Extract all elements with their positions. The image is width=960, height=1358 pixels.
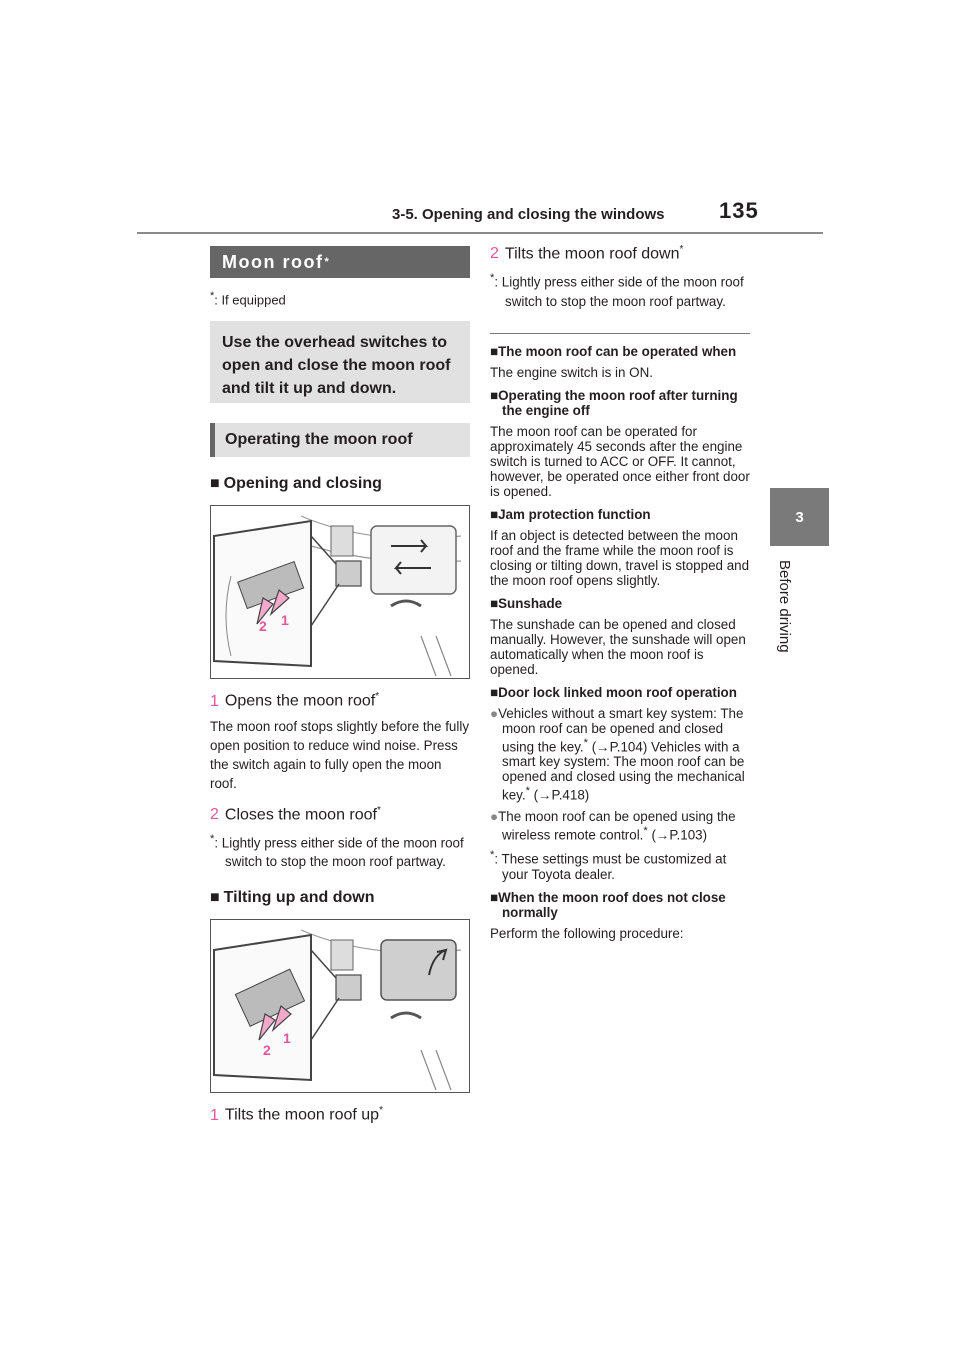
right-column — [490, 244, 750, 941]
bullet-asterisk: * — [583, 736, 588, 749]
bullet-dot-icon: ● — [490, 705, 499, 721]
page-ref-link[interactable]: P.418 — [551, 787, 585, 803]
header-rule — [137, 232, 823, 234]
step-tilt-up — [210, 1105, 470, 1124]
step-tilt-down — [490, 244, 750, 263]
step-number: 1 — [210, 1106, 219, 1124]
door-lock-bullet-1: ●Vehicles without a smart key system: The moon roof can be opened and closed using the key.* (→P.104) Vehicles with a smart key system: The moon roof can be opened and closed using the mechanical key.* (→P.418) — [490, 705, 745, 803]
step-opens — [210, 691, 470, 710]
last-heading: ■When the moon roof does not close normally — [490, 889, 726, 920]
step-text: Closes the moon roof — [224, 805, 377, 823]
step-closes-note — [210, 830, 470, 871]
info-heading: ■Sunshade — [490, 595, 563, 611]
last-heading-text: When the moon roof does not close normally — [498, 889, 726, 920]
note-asterisk: * — [490, 272, 495, 285]
step-tilt-down-note — [490, 269, 750, 310]
equipped-note — [210, 290, 470, 307]
step-text: Tilts the moon roof down — [504, 245, 680, 263]
page-ref-link[interactable]: P.103 — [669, 827, 703, 843]
note-text: : Lightly press either side of the moon roof switch to stop the moon roof partway. — [494, 274, 744, 309]
info-body: The moon roof can be operated for approximately 45 seconds after the engine switch is turned to ACC or OFF. It cannot, however, be operated once either front door is opened. — [490, 423, 750, 499]
equipped-note-text: : If equipped — [214, 292, 286, 308]
door-lock-bullet-2: ●The moon roof can be opened using the wireless remote control.* (→P.103) — [490, 808, 736, 843]
illus-label-2: 2 — [263, 1042, 271, 1059]
tilting-heading-text: Tilting up and down — [223, 889, 375, 907]
door-lock-heading-text: Door lock linked moon roof operation — [498, 684, 737, 700]
custom-note — [490, 848, 750, 881]
moon-roof-title — [210, 246, 470, 278]
title-asterisk: * — [324, 256, 331, 268]
step-asterisk: * — [679, 244, 684, 255]
bullet-text: The moon roof can be opened using the wireless remote control. — [498, 808, 736, 843]
bullet-text: Vehicles with a smart key system: The moon roof can be opened and closed using the mechanical key. — [502, 739, 745, 803]
info-heading: ■Jam protection function — [490, 506, 651, 522]
note-asterisk: * — [210, 832, 215, 845]
switch-illustration-1 — [211, 506, 469, 678]
moon-roof-title-text: Moon roof — [222, 251, 324, 272]
illus-label-2: 2 — [259, 618, 267, 635]
step-asterisk: * — [375, 691, 380, 703]
bullet-dot-icon: ● — [490, 808, 499, 824]
step-asterisk: * — [379, 1105, 383, 1117]
intro-box: Use the overhead switches to open and close the moon roof and tilt it up and down. — [210, 321, 470, 403]
custom-note-text: : These settings must be customized at your Toyota dealer. — [494, 851, 727, 882]
tilting-heading: ■ Tilting up and down — [210, 889, 375, 907]
note-text: : Lightly press either side of the moon roof switch to stop the moon roof partway. — [214, 835, 464, 870]
illus-label-1: 1 — [283, 1030, 291, 1047]
step-text: Tilts the moon roof up — [224, 1106, 380, 1124]
section-rule — [490, 333, 750, 334]
info-body: If an object is detected between the moon roof and the frame while the moon roof is closing or tilting down, travel is stopped and the moon roof opens slightly. — [490, 527, 750, 588]
page-ref-link[interactable]: P.104 — [609, 739, 643, 755]
section-title: 3-5. Opening and closing the windows — [392, 206, 665, 223]
note-asterisk: * — [490, 849, 495, 862]
switch-illustration-2 — [211, 920, 469, 1092]
step-asterisk: * — [376, 804, 381, 816]
operating-title: Operating the moon roof — [210, 423, 470, 457]
info-heading: ■Operating the moon roof after turning the engine off — [490, 387, 738, 418]
step-number: 2 — [210, 805, 219, 823]
chapter-number: 3 — [795, 508, 804, 526]
info-body: The sunshade can be opened and closed manually. However, the sunshade will open automatically when the moon roof is opened. — [490, 616, 746, 677]
bullet-asterisk: * — [643, 824, 648, 837]
page-number: 135 — [719, 198, 759, 223]
last-body: Perform the following procedure: — [490, 925, 684, 941]
chapter-tab — [770, 488, 829, 546]
info-body: The engine switch is in ON. — [490, 364, 653, 380]
step-number: 1 — [210, 692, 219, 710]
opening-closing-illustration — [210, 505, 470, 679]
illus-label-1: 1 — [281, 612, 289, 629]
step-opens-desc: The moon roof stops slightly before the fully open position to reduce wind noise. Press the switch again to fully open the moon roof. — [210, 718, 470, 791]
bullet-asterisk: * — [525, 785, 530, 798]
opening-closing-heading: ■ Opening and closing — [210, 475, 382, 493]
info-heading-text: Jam protection function — [498, 506, 651, 522]
opening-closing-heading-text: Opening and closing — [223, 475, 382, 493]
step-closes — [210, 805, 470, 824]
info-heading-text: The moon roof can be operated when — [498, 343, 737, 359]
info-heading: ■The moon roof can be operated when — [490, 343, 737, 359]
chapter-label: Before driving — [776, 560, 793, 653]
tilting-illustration — [210, 919, 470, 1093]
bullet-text: Vehicles without a smart key system: The moon roof can be opened and closed using the key. — [498, 705, 744, 755]
info-heading-text: Sunshade — [498, 595, 563, 611]
step-text: Opens the moon roof — [224, 692, 376, 710]
door-lock-heading: ■Door lock linked moon roof operation — [490, 684, 737, 700]
info-heading-text: Operating the moon roof after turning the engine off — [498, 387, 738, 418]
step-number: 2 — [490, 245, 499, 263]
left-column — [210, 246, 470, 1125]
equipped-asterisk: * — [210, 290, 215, 302]
